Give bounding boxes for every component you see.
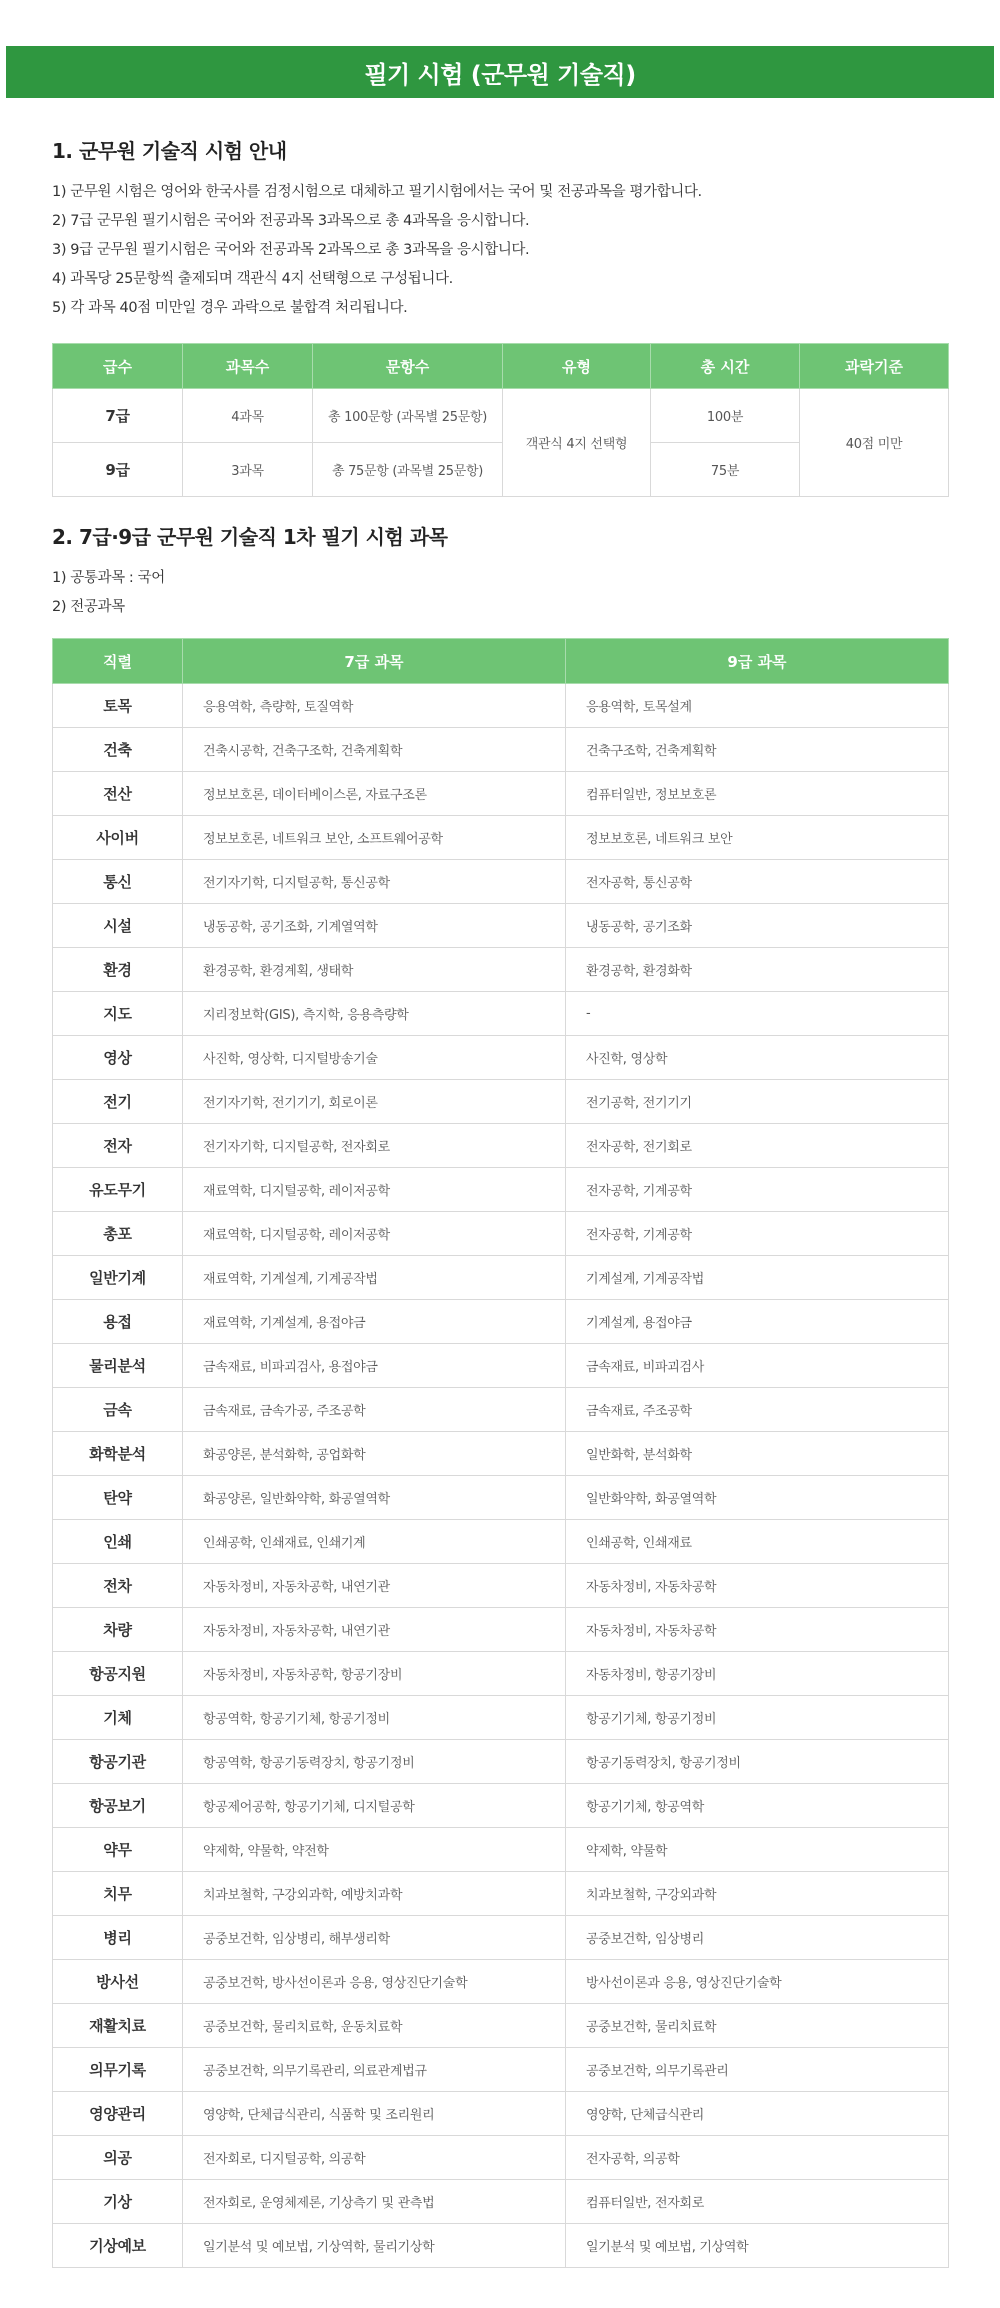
job-series-cell: 의공 — [53, 2136, 183, 2180]
table-row — [53, 1696, 949, 1740]
job-series-cell: 전자 — [53, 1124, 183, 1168]
table-row — [53, 1652, 949, 1696]
grade7-subjects-cell: 재료역학, 기계설계, 기계공작법 — [183, 1256, 566, 1300]
grade7-subjects-cell: 응용역학, 측량학, 토질역학 — [183, 684, 566, 728]
question-count-cell: 총 75문항 (과목별 25문항) — [313, 443, 503, 497]
grade9-subjects-cell: 인쇄공학, 인쇄재료 — [566, 1520, 949, 1564]
note-item: 2) 전공과목 — [52, 599, 125, 615]
grade7-subjects-cell: 화공양론, 일반화약학, 화공열역학 — [183, 1476, 566, 1520]
job-series-cell: 지도 — [53, 992, 183, 1036]
table-row — [53, 904, 949, 948]
note-item: 3) 9급 군무원 필기시험은 국어와 전공과목 2과목으로 총 3과목을 응시합니다. — [52, 242, 530, 258]
grade-cell: 9급 — [53, 443, 183, 497]
grade9-subjects-cell: 일반화학, 분석화학 — [566, 1432, 949, 1476]
job-series-cell: 토목 — [53, 684, 183, 728]
column-header: 7급 과목 — [183, 639, 566, 684]
total-time-cell: 100분 — [651, 389, 800, 443]
grade9-subjects-cell: 방사선이론과 응용, 영상진단기술학 — [566, 1960, 949, 2004]
grade7-subjects-cell: 전기자기학, 전기기기, 회로이론 — [183, 1080, 566, 1124]
job-series-cell: 전차 — [53, 1564, 183, 1608]
job-series-cell: 환경 — [53, 948, 183, 992]
page-banner: 필기 시험 (군무원 기술직) — [6, 46, 994, 98]
table-row — [53, 1388, 949, 1432]
column-header: 유형 — [503, 344, 651, 389]
total-time-cell: 75분 — [651, 443, 800, 497]
grade9-subjects-cell: 사진학, 영상학 — [566, 1036, 949, 1080]
job-series-cell: 약무 — [53, 1828, 183, 1872]
table-row — [53, 1212, 949, 1256]
grade7-subjects-cell: 자동차정비, 자동차공학, 항공기장비 — [183, 1652, 566, 1696]
table-row — [53, 1080, 949, 1124]
job-series-cell: 영상 — [53, 1036, 183, 1080]
grade7-subjects-cell: 금속재료, 금속가공, 주조공학 — [183, 1388, 566, 1432]
job-series-cell: 물리분석 — [53, 1344, 183, 1388]
job-series-cell: 항공기관 — [53, 1740, 183, 1784]
grade7-subjects-cell: 건축시공학, 건축구조학, 건축계획학 — [183, 728, 566, 772]
grade9-subjects-cell: 약제학, 약물학 — [566, 1828, 949, 1872]
grade9-subjects-cell: 공중보건학, 물리치료학 — [566, 2004, 949, 2048]
job-series-cell: 용접 — [53, 1300, 183, 1344]
job-series-cell: 항공보기 — [53, 1784, 183, 1828]
grade7-subjects-cell: 정보보호론, 데이터베이스론, 자료구조론 — [183, 772, 566, 816]
job-series-cell: 차량 — [53, 1608, 183, 1652]
grade9-subjects-cell: 일반화약학, 화공열역학 — [566, 1476, 949, 1520]
grade7-subjects-cell: 재료역학, 디지털공학, 레이저공학 — [183, 1168, 566, 1212]
table-row — [53, 1168, 949, 1212]
table-row — [53, 728, 949, 772]
table-row — [53, 1432, 949, 1476]
job-series-cell: 항공지원 — [53, 1652, 183, 1696]
column-header: 9급 과목 — [566, 639, 949, 684]
column-header: 급수 — [53, 344, 183, 389]
column-header: 과목수 — [183, 344, 313, 389]
grade9-subjects-cell: 냉동공학, 공기조화 — [566, 904, 949, 948]
grade9-subjects-cell: 영양학, 단체급식관리 — [566, 2092, 949, 2136]
table-row — [53, 1124, 949, 1168]
grade9-subjects-cell: 컴퓨터일반, 전자회로 — [566, 2180, 949, 2224]
grade9-subjects-cell: 건축구조학, 건축계획학 — [566, 728, 949, 772]
table-row — [53, 1300, 949, 1344]
grade7-subjects-cell: 영양학, 단체급식관리, 식품학 및 조리원리 — [183, 2092, 566, 2136]
table-row — [53, 1564, 949, 1608]
subjects-table — [52, 638, 949, 2268]
note-item: 2) 7급 군무원 필기시험은 국어와 전공과목 3과목으로 총 4과목을 응시합니다. — [52, 213, 530, 229]
grade7-subjects-cell: 화공양론, 분석화학, 공업화학 — [183, 1432, 566, 1476]
table-row — [53, 948, 949, 992]
grade7-subjects-cell: 공중보건학, 의무기록관리, 의료관계법규 — [183, 2048, 566, 2092]
job-series-cell: 치무 — [53, 1872, 183, 1916]
grade7-subjects-cell: 재료역학, 디지털공학, 레이저공학 — [183, 1212, 566, 1256]
table-row — [53, 816, 949, 860]
table-row — [53, 992, 949, 1036]
table-row — [53, 772, 949, 816]
table-row — [53, 1256, 949, 1300]
note-item: 1) 공통과목 : 국어 — [52, 570, 165, 586]
job-series-cell: 사이버 — [53, 816, 183, 860]
grade9-subjects-cell: 일기분석 및 예보법, 기상역학 — [566, 2224, 949, 2268]
grade7-subjects-cell: 재료역학, 기계설계, 용접야금 — [183, 1300, 566, 1344]
job-series-cell: 의무기록 — [53, 2048, 183, 2092]
grade9-subjects-cell: 전자공학, 통신공학 — [566, 860, 949, 904]
grade9-subjects-cell: 자동차정비, 항공기장비 — [566, 1652, 949, 1696]
table-row — [53, 1784, 949, 1828]
job-series-cell: 기상예보 — [53, 2224, 183, 2268]
grade9-subjects-cell: - — [566, 992, 949, 1036]
section-exam-guide — [52, 136, 948, 497]
column-header: 총 시간 — [651, 344, 800, 389]
job-series-cell: 유도무기 — [53, 1168, 183, 1212]
table-header-row — [53, 344, 949, 389]
table-row — [53, 1740, 949, 1784]
question-count-cell: 총 100문항 (과목별 25문항) — [313, 389, 503, 443]
grade9-subjects-cell: 컴퓨터일반, 정보보호론 — [566, 772, 949, 816]
job-series-cell: 기체 — [53, 1696, 183, 1740]
job-series-cell: 총포 — [53, 1212, 183, 1256]
grade9-subjects-cell: 금속재료, 주조공학 — [566, 1388, 949, 1432]
grade9-subjects-cell: 전자공학, 전기회로 — [566, 1124, 949, 1168]
table-row — [53, 389, 949, 443]
notes-list — [52, 564, 948, 622]
grade9-subjects-cell: 정보보호론, 네트워크 보안 — [566, 816, 949, 860]
subject-count-cell: 4과목 — [183, 389, 313, 443]
grade9-subjects-cell: 공중보건학, 임상병리 — [566, 1916, 949, 1960]
grade7-subjects-cell: 전기자기학, 디지털공학, 전자회로 — [183, 1124, 566, 1168]
grade7-subjects-cell: 정보보호론, 네트워크 보안, 소프트웨어공학 — [183, 816, 566, 860]
job-series-cell: 건축 — [53, 728, 183, 772]
note-item: 5) 각 과목 40점 미만일 경우 과락으로 불합격 처리됩니다. — [52, 300, 408, 316]
grade9-subjects-cell: 기계설계, 기계공작법 — [566, 1256, 949, 1300]
note-item: 4) 과목당 25문항씩 출제되며 객관식 4지 선택형으로 구성됩니다. — [52, 271, 453, 287]
section-title: 2. 7급·9급 군무원 기술직 1차 필기 시험 과목 — [52, 525, 448, 549]
exam-type-cell: 객관식 4지 선택형 — [503, 389, 651, 497]
grade9-subjects-cell: 전자공학, 기계공학 — [566, 1212, 949, 1256]
grade9-subjects-cell: 전자공학, 기계공학 — [566, 1168, 949, 1212]
job-series-cell: 탄약 — [53, 1476, 183, 1520]
grade7-subjects-cell: 일기분석 및 예보법, 기상역학, 물리기상학 — [183, 2224, 566, 2268]
grade7-subjects-cell: 공중보건학, 물리치료학, 운동치료학 — [183, 2004, 566, 2048]
table-row — [53, 1520, 949, 1564]
job-series-cell: 전기 — [53, 1080, 183, 1124]
table-row — [53, 2136, 949, 2180]
grade7-subjects-cell: 냉동공학, 공기조화, 기계열역학 — [183, 904, 566, 948]
table-row — [53, 1916, 949, 1960]
grade7-subjects-cell: 지리정보학(GIS), 측지학, 응용측량학 — [183, 992, 566, 1036]
grade9-subjects-cell: 항공기기체, 항공기정비 — [566, 1696, 949, 1740]
job-series-cell: 금속 — [53, 1388, 183, 1432]
job-series-cell: 방사선 — [53, 1960, 183, 2004]
notes-list — [52, 178, 948, 323]
column-header: 직렬 — [53, 639, 183, 684]
grade7-subjects-cell: 환경공학, 환경계획, 생태학 — [183, 948, 566, 992]
grade7-subjects-cell: 약제학, 약물학, 약전학 — [183, 1828, 566, 1872]
grade9-subjects-cell: 공중보건학, 의무기록관리 — [566, 2048, 949, 2092]
grade9-subjects-cell: 항공기동력장치, 항공기정비 — [566, 1740, 949, 1784]
grade7-subjects-cell: 공중보건학, 방사선이론과 응용, 영상진단기술학 — [183, 1960, 566, 2004]
grade7-subjects-cell: 항공제어공학, 항공기기체, 디지털공학 — [183, 1784, 566, 1828]
job-series-cell: 전산 — [53, 772, 183, 816]
job-series-cell: 화학분석 — [53, 1432, 183, 1476]
section-title: 1. 군무원 기술직 시험 안내 — [52, 139, 287, 163]
job-series-cell: 인쇄 — [53, 1520, 183, 1564]
grade7-subjects-cell: 치과보철학, 구강외과학, 예방치과학 — [183, 1872, 566, 1916]
table-row — [53, 1344, 949, 1388]
grade7-subjects-cell: 인쇄공학, 인쇄재료, 인쇄기계 — [183, 1520, 566, 1564]
table-row — [53, 1872, 949, 1916]
job-series-cell: 영양관리 — [53, 2092, 183, 2136]
subject-count-cell: 3과목 — [183, 443, 313, 497]
table-row — [53, 2048, 949, 2092]
job-series-cell: 일반기계 — [53, 1256, 183, 1300]
table-row — [53, 1036, 949, 1080]
grade7-subjects-cell: 전기자기학, 디지털공학, 통신공학 — [183, 860, 566, 904]
grade7-subjects-cell: 금속재료, 비파괴검사, 용접야금 — [183, 1344, 566, 1388]
table-row — [53, 1828, 949, 1872]
grade7-subjects-cell: 공중보건학, 임상병리, 해부생리학 — [183, 1916, 566, 1960]
table-row — [53, 860, 949, 904]
grade7-subjects-cell: 항공역학, 항공기동력장치, 항공기정비 — [183, 1740, 566, 1784]
grade9-subjects-cell: 치과보철학, 구강외과학 — [566, 1872, 949, 1916]
grade9-subjects-cell: 응용역학, 토목설계 — [566, 684, 949, 728]
job-series-cell: 재활치료 — [53, 2004, 183, 2048]
grade7-subjects-cell: 자동차정비, 자동차공학, 내연기관 — [183, 1564, 566, 1608]
column-header: 과락기준 — [800, 344, 949, 389]
grade-cell: 7급 — [53, 389, 183, 443]
table-row — [53, 684, 949, 728]
grade9-subjects-cell: 항공기기체, 항공역학 — [566, 1784, 949, 1828]
note-item: 1) 군무원 시험은 영어와 한국사를 검정시험으로 대체하고 필기시험에서는 국어 및 전공과목을 평가합니다. — [52, 184, 702, 200]
table-row — [53, 2092, 949, 2136]
table-header-row — [53, 639, 949, 684]
job-series-cell: 병리 — [53, 1916, 183, 1960]
table-row — [53, 2224, 949, 2268]
grade9-subjects-cell: 자동차정비, 자동차공학 — [566, 1564, 949, 1608]
column-header: 문항수 — [313, 344, 503, 389]
grade9-subjects-cell: 자동차정비, 자동차공학 — [566, 1608, 949, 1652]
grade9-subjects-cell: 환경공학, 환경화학 — [566, 948, 949, 992]
table-row — [53, 2180, 949, 2224]
section-exam-subjects — [52, 522, 948, 2268]
job-series-cell: 통신 — [53, 860, 183, 904]
grade7-subjects-cell: 자동차정비, 자동차공학, 내연기관 — [183, 1608, 566, 1652]
job-series-cell: 기상 — [53, 2180, 183, 2224]
subjects-table-body — [53, 684, 949, 2268]
exam-overview-table — [52, 343, 949, 497]
job-series-cell: 시설 — [53, 904, 183, 948]
cutoff-cell: 40점 미만 — [800, 389, 949, 497]
table-row — [53, 1476, 949, 1520]
table-row — [53, 1608, 949, 1652]
grade9-subjects-cell: 기계설계, 용접야금 — [566, 1300, 949, 1344]
grade9-subjects-cell: 금속재료, 비파괴검사 — [566, 1344, 949, 1388]
table-row — [53, 2004, 949, 2048]
grade9-subjects-cell: 전자공학, 의공학 — [566, 2136, 949, 2180]
grade7-subjects-cell: 항공역학, 항공기기체, 항공기정비 — [183, 1696, 566, 1740]
grade7-subjects-cell: 사진학, 영상학, 디지털방송기술 — [183, 1036, 566, 1080]
table-row — [53, 1960, 949, 2004]
grade7-subjects-cell: 전자회로, 운영체제론, 기상측기 및 관측법 — [183, 2180, 566, 2224]
grade9-subjects-cell: 전기공학, 전기기기 — [566, 1080, 949, 1124]
grade7-subjects-cell: 전자회로, 디지털공학, 의공학 — [183, 2136, 566, 2180]
